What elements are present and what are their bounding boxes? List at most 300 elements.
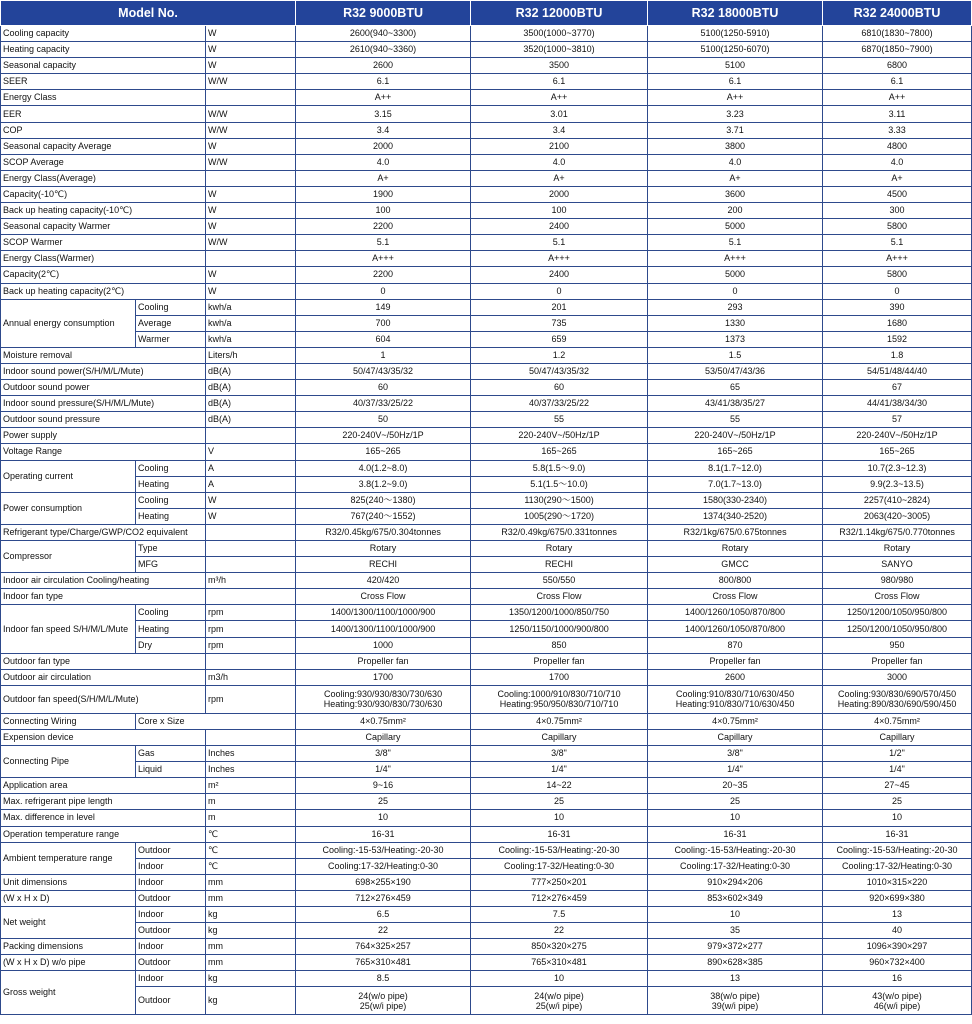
spec-row — [1, 826, 972, 842]
value-cell: 25 — [471, 794, 648, 810]
sub-label: Outdoor — [136, 987, 206, 1015]
value-cell: 1/4" — [296, 762, 471, 778]
value-cell: A+ — [471, 170, 648, 186]
value-cell: 1400/1300/1100/1000/900 — [296, 621, 471, 637]
row-label: Operation temperature range — [1, 826, 206, 842]
value-cell: 25 — [296, 794, 471, 810]
spec-row — [1, 605, 972, 621]
unit-cell: kwh/a — [206, 299, 296, 315]
value-cell: 2400 — [471, 219, 648, 235]
spec-row — [1, 955, 972, 971]
value-cell: 3.15 — [296, 106, 471, 122]
value-cell: 420/420 — [296, 573, 471, 589]
sub-label: Indoor — [136, 971, 206, 987]
row-label: Energy Class — [1, 90, 206, 106]
spec-row — [1, 621, 972, 637]
value-cell: 55 — [471, 412, 648, 428]
spec-row — [1, 26, 972, 42]
spec-row — [1, 713, 972, 729]
value-cell: 1/4" — [823, 762, 972, 778]
value-cell: 6870(1850~7900) — [823, 42, 972, 58]
value-cell: 5800 — [823, 219, 972, 235]
spec-row — [1, 476, 972, 492]
value-cell: 1 — [296, 347, 471, 363]
value-cell: 9.9(2.3~13.5) — [823, 476, 972, 492]
spec-row — [1, 890, 972, 906]
unit-cell: W — [206, 219, 296, 235]
value-cell: Cooling:17-32/Heating:0-30 — [648, 858, 823, 874]
value-cell: 3.01 — [471, 106, 648, 122]
value-cell: 24(w/o pipe) 25(w/i pipe) — [296, 987, 471, 1015]
row-label: Application area — [1, 778, 206, 794]
spec-row — [1, 874, 972, 890]
value-cell: 8.5 — [296, 971, 471, 987]
value-cell: 100 — [296, 203, 471, 219]
value-cell: 60 — [296, 380, 471, 396]
value-cell: 2257(410~2824) — [823, 492, 972, 508]
row-label: Outdoor sound power — [1, 380, 206, 396]
value-cell: Cooling:-15-53/Heating:-20-30 — [648, 842, 823, 858]
value-cell: 40/37/33/25/22 — [296, 396, 471, 412]
unit-cell: dB(A) — [206, 396, 296, 412]
value-cell: GMCC — [648, 557, 823, 573]
value-cell: 6810(1830~7800) — [823, 26, 972, 42]
value-cell: 1/2" — [823, 746, 972, 762]
spec-row — [1, 685, 972, 713]
spec-row — [1, 283, 972, 299]
unit-cell — [206, 729, 296, 745]
value-cell: 4.0 — [823, 154, 972, 170]
value-cell: 10 — [648, 906, 823, 922]
value-cell: 1096×390×297 — [823, 939, 972, 955]
value-cell: 220-240V~/50Hz/1P — [471, 428, 648, 444]
row-label: Outdoor air circulation — [1, 669, 206, 685]
sub-label: Heating — [136, 508, 206, 524]
value-cell: 3/8" — [296, 746, 471, 762]
value-cell: Cross Flow — [471, 589, 648, 605]
row-label: Moisture removal — [1, 347, 206, 363]
sub-label: Heating — [136, 621, 206, 637]
value-cell: 220-240V~/50Hz/1P — [648, 428, 823, 444]
unit-cell: m³/h — [206, 573, 296, 589]
value-cell: A+ — [648, 170, 823, 186]
value-cell: 10 — [296, 810, 471, 826]
value-cell: Propeller fan — [296, 653, 471, 669]
value-cell: 2200 — [296, 267, 471, 283]
value-cell: 5.1 — [823, 235, 972, 251]
value-cell: 149 — [296, 299, 471, 315]
value-cell: 220-240V~/50Hz/1P — [823, 428, 972, 444]
value-cell: Capillary — [648, 729, 823, 745]
spec-row — [1, 154, 972, 170]
value-cell: 22 — [296, 923, 471, 939]
unit-cell: dB(A) — [206, 363, 296, 379]
unit-cell: W/W — [206, 106, 296, 122]
unit-cell: A — [206, 460, 296, 476]
value-cell: 3.71 — [648, 122, 823, 138]
row-label: Indoor fan type — [1, 589, 206, 605]
value-cell: 4×0.75mm² — [823, 713, 972, 729]
value-cell: 1350/1200/1000/850/750 — [471, 605, 648, 621]
unit-cell: dB(A) — [206, 412, 296, 428]
value-cell: Cross Flow — [648, 589, 823, 605]
value-cell: 5100(1250-5910) — [648, 26, 823, 42]
spec-row — [1, 653, 972, 669]
unit-cell: mm — [206, 874, 296, 890]
spec-row — [1, 778, 972, 794]
value-cell: 1250/1150/1000/900/800 — [471, 621, 648, 637]
spec-row — [1, 460, 972, 476]
value-cell: Propeller fan — [823, 653, 972, 669]
sub-label: Outdoor — [136, 955, 206, 971]
value-cell: Propeller fan — [648, 653, 823, 669]
unit-cell: kg — [206, 923, 296, 939]
row-label: (W x H x D) — [1, 890, 136, 906]
value-cell: 4500 — [823, 186, 972, 202]
sub-label: Cooling — [136, 299, 206, 315]
unit-cell: m — [206, 794, 296, 810]
row-label: Outdoor sound pressure — [1, 412, 206, 428]
row-label: Seasonal capacity Average — [1, 138, 206, 154]
row-label: Indoor sound power(S/H/M/L/Mute) — [1, 363, 206, 379]
unit-cell: W/W — [206, 122, 296, 138]
value-cell: 5100(1250-6070) — [648, 42, 823, 58]
value-cell: A++ — [823, 90, 972, 106]
unit-cell: kg — [206, 987, 296, 1015]
row-label: Max. refrigerant pipe length — [1, 794, 206, 810]
value-cell: 3.4 — [296, 122, 471, 138]
value-cell: 980/980 — [823, 573, 972, 589]
value-cell: 1373 — [648, 331, 823, 347]
value-cell: 67 — [823, 380, 972, 396]
row-label: Power consumption — [1, 492, 136, 524]
value-cell: 850×320×275 — [471, 939, 648, 955]
unit-cell: W — [206, 26, 296, 42]
value-cell: 800/800 — [648, 573, 823, 589]
spec-row — [1, 923, 972, 939]
value-cell: 3520(1000~3810) — [471, 42, 648, 58]
unit-cell: rpm — [206, 605, 296, 621]
row-label: Seasonal capacity Warmer — [1, 219, 206, 235]
row-label: Connecting Pipe — [1, 746, 136, 778]
value-cell: 10 — [648, 810, 823, 826]
value-cell: 4.0 — [296, 154, 471, 170]
spec-row — [1, 235, 972, 251]
value-cell: 5.1 — [471, 235, 648, 251]
row-label: Seasonal capacity — [1, 58, 206, 74]
value-cell: 1592 — [823, 331, 972, 347]
value-cell: 850 — [471, 637, 648, 653]
spec-row — [1, 589, 972, 605]
value-cell: Cooling:17-32/Heating:0-30 — [471, 858, 648, 874]
row-label: (W x H x D) w/o pipe — [1, 955, 136, 971]
value-cell: 40/37/33/25/22 — [471, 396, 648, 412]
unit-cell: ℃ — [206, 858, 296, 874]
value-cell: Cooling:910/830/710/630/450 Heating:910/830/710/630/450 — [648, 685, 823, 713]
value-cell: 53/50/47/43/36 — [648, 363, 823, 379]
value-cell: 2000 — [471, 186, 648, 202]
value-cell: 4×0.75mm² — [471, 713, 648, 729]
value-cell: 4.0 — [648, 154, 823, 170]
row-label: Energy Class(Average) — [1, 170, 206, 186]
unit-cell: V — [206, 444, 296, 460]
value-cell: 1374(340-2520) — [648, 508, 823, 524]
value-cell: Cross Flow — [296, 589, 471, 605]
row-label: COP — [1, 122, 206, 138]
value-cell: 6.1 — [471, 74, 648, 90]
value-cell: 0 — [648, 283, 823, 299]
row-label: Gross weight — [1, 971, 136, 1015]
value-cell: 3500(1000~3770) — [471, 26, 648, 42]
value-cell: R32/0.45kg/675/0.304tonnes — [296, 524, 471, 540]
row-label: Cooling capacity — [1, 26, 206, 42]
value-cell: 165~265 — [296, 444, 471, 460]
model-header: R32 12000BTU — [471, 1, 648, 26]
value-cell: 1330 — [648, 315, 823, 331]
spec-row — [1, 541, 972, 557]
value-cell: A++ — [471, 90, 648, 106]
value-cell: 1580(330-2340) — [648, 492, 823, 508]
spec-row — [1, 396, 972, 412]
row-label: Back up heating capacity(-10℃) — [1, 203, 206, 219]
value-cell: Propeller fan — [471, 653, 648, 669]
value-cell: 25 — [648, 794, 823, 810]
row-label: Indoor fan speed S/H/M/L/Mute — [1, 605, 136, 653]
value-cell: 50 — [296, 412, 471, 428]
value-cell: 604 — [296, 331, 471, 347]
unit-cell: Liters/h — [206, 347, 296, 363]
value-cell: 960×732×400 — [823, 955, 972, 971]
value-cell: 38(w/o pipe) 39(w/i pipe) — [648, 987, 823, 1015]
spec-row — [1, 637, 972, 653]
value-cell: 767(240～1552) — [296, 508, 471, 524]
row-label: EER — [1, 106, 206, 122]
row-label: Operating current — [1, 460, 136, 492]
value-cell: A+ — [823, 170, 972, 186]
sub-label: Indoor — [136, 858, 206, 874]
value-cell: 698×255×190 — [296, 874, 471, 890]
spec-row — [1, 669, 972, 685]
value-cell: 4.0 — [471, 154, 648, 170]
value-cell: A++ — [296, 90, 471, 106]
value-cell: 220-240V~/50Hz/1P — [296, 428, 471, 444]
model-header: R32 24000BTU — [823, 1, 972, 26]
value-cell: 293 — [648, 299, 823, 315]
value-cell: Cooling:-15-53/Heating:-20-30 — [296, 842, 471, 858]
spec-row — [1, 906, 972, 922]
value-cell: 10 — [471, 810, 648, 826]
unit-cell: W — [206, 283, 296, 299]
value-cell: RECHI — [296, 557, 471, 573]
row-label: Packing dimensions — [1, 939, 136, 955]
model-header: R32 18000BTU — [648, 1, 823, 26]
spec-row — [1, 106, 972, 122]
value-cell: 200 — [648, 203, 823, 219]
value-cell: 4×0.75mm² — [648, 713, 823, 729]
spec-row — [1, 219, 972, 235]
value-cell: 550/550 — [471, 573, 648, 589]
value-cell: 659 — [471, 331, 648, 347]
spec-row — [1, 170, 972, 186]
row-label: Indoor air circulation Cooling/heating — [1, 573, 206, 589]
value-cell: 1.2 — [471, 347, 648, 363]
value-cell: Cross Flow — [823, 589, 972, 605]
spec-row — [1, 729, 972, 745]
unit-cell — [206, 589, 296, 605]
value-cell: 5000 — [648, 267, 823, 283]
header-row — [1, 1, 972, 26]
value-cell: 3600 — [648, 186, 823, 202]
value-cell: 4.0(1.2~8.0) — [296, 460, 471, 476]
spec-row — [1, 42, 972, 58]
unit-cell: ℃ — [206, 842, 296, 858]
value-cell: 1680 — [823, 315, 972, 331]
value-cell: 5.1 — [296, 235, 471, 251]
value-cell: 6.1 — [823, 74, 972, 90]
spec-body — [1, 26, 972, 1015]
row-label: Unit dimensions — [1, 874, 136, 890]
value-cell: Rotary — [648, 541, 823, 557]
value-cell: 3800 — [648, 138, 823, 154]
value-cell: 13 — [823, 906, 972, 922]
sub-label: MFG — [136, 557, 206, 573]
value-cell: A+++ — [296, 251, 471, 267]
value-cell: Capillary — [296, 729, 471, 745]
value-cell: 5.1 — [648, 235, 823, 251]
value-cell: 6.1 — [648, 74, 823, 90]
unit-cell — [206, 541, 296, 557]
value-cell: Cooling:930/930/830/730/630 Heating:930/930/830/730/630 — [296, 685, 471, 713]
value-cell: 27~45 — [823, 778, 972, 794]
row-label: Energy Class(Warmer) — [1, 251, 206, 267]
value-cell: 1130(290～1500) — [471, 492, 648, 508]
value-cell: 44/41/38/34/30 — [823, 396, 972, 412]
spec-row — [1, 524, 972, 540]
value-cell: 1250/1200/1050/950/800 — [823, 621, 972, 637]
value-cell: 54/51/48/44/40 — [823, 363, 972, 379]
spec-row — [1, 444, 972, 460]
row-label: Connecting Wiring — [1, 713, 136, 729]
value-cell: 8.1(1.7~12.0) — [648, 460, 823, 476]
row-label: Refrigerant type/Charge/GWP/CO2 equivalent — [1, 524, 206, 540]
value-cell: 0 — [296, 283, 471, 299]
unit-cell — [206, 170, 296, 186]
value-cell: 1/4" — [648, 762, 823, 778]
value-cell: 910×294×206 — [648, 874, 823, 890]
value-cell: R32/0.49kg/675/0.331tonnes — [471, 524, 648, 540]
row-label: Annual energy consumption — [1, 299, 136, 347]
sub-label: Gas — [136, 746, 206, 762]
value-cell: 3.11 — [823, 106, 972, 122]
value-cell: 1.8 — [823, 347, 972, 363]
unit-cell: W/W — [206, 154, 296, 170]
value-cell: 4800 — [823, 138, 972, 154]
unit-cell: rpm — [206, 637, 296, 653]
unit-cell: kwh/a — [206, 315, 296, 331]
unit-cell: Inches — [206, 762, 296, 778]
unit-cell: W/W — [206, 74, 296, 90]
value-cell: 6800 — [823, 58, 972, 74]
value-cell: 9~16 — [296, 778, 471, 794]
value-cell: 43/41/38/35/27 — [648, 396, 823, 412]
sub-label: Heating — [136, 476, 206, 492]
model-no-header: Model No. — [1, 1, 296, 26]
unit-cell: W/W — [206, 235, 296, 251]
value-cell: R32/1kg/675/0.675tonnes — [648, 524, 823, 540]
row-label: Voltage Range — [1, 444, 206, 460]
sub-label: Core x Size — [136, 713, 296, 729]
value-cell: 25 — [823, 794, 972, 810]
sub-label: Cooling — [136, 460, 206, 476]
sub-label: Warmer — [136, 331, 206, 347]
value-cell: Cooling:930/830/690/570/450 Heating:890/830/690/590/450 — [823, 685, 972, 713]
value-cell: 40 — [823, 923, 972, 939]
value-cell: 3/8" — [648, 746, 823, 762]
value-cell: 5.8(1.5～9.0) — [471, 460, 648, 476]
spec-row — [1, 971, 972, 987]
sub-label: Outdoor — [136, 923, 206, 939]
row-label: SEER — [1, 74, 206, 90]
unit-cell: W — [206, 186, 296, 202]
value-cell: 65 — [648, 380, 823, 396]
value-cell: 3/8" — [471, 746, 648, 762]
value-cell: 16-31 — [823, 826, 972, 842]
unit-cell: m3/h — [206, 669, 296, 685]
value-cell: 2200 — [296, 219, 471, 235]
value-cell: 1005(290～1720) — [471, 508, 648, 524]
value-cell: 735 — [471, 315, 648, 331]
spec-row — [1, 299, 972, 315]
spec-row — [1, 380, 972, 396]
sub-label: Indoor — [136, 874, 206, 890]
value-cell: R32/1.14kg/675/0.770tonnes — [823, 524, 972, 540]
value-cell: 1000 — [296, 637, 471, 653]
value-cell: 10 — [471, 971, 648, 987]
unit-cell: kwh/a — [206, 331, 296, 347]
value-cell: 4×0.75mm² — [296, 713, 471, 729]
value-cell: 2000 — [296, 138, 471, 154]
spec-row — [1, 858, 972, 874]
spec-row — [1, 186, 972, 202]
value-cell: 165~265 — [823, 444, 972, 460]
unit-cell: rpm — [206, 621, 296, 637]
sub-label: Cooling — [136, 492, 206, 508]
value-cell: 10 — [823, 810, 972, 826]
value-cell: 22 — [471, 923, 648, 939]
value-cell: 55 — [648, 412, 823, 428]
value-cell: 1900 — [296, 186, 471, 202]
value-cell: 0 — [823, 283, 972, 299]
unit-cell: Inches — [206, 746, 296, 762]
value-cell: 1010×315×220 — [823, 874, 972, 890]
unit-cell: mm — [206, 890, 296, 906]
spec-row — [1, 762, 972, 778]
unit-cell: W — [206, 203, 296, 219]
spec-row — [1, 347, 972, 363]
unit-cell: W — [206, 42, 296, 58]
spec-row — [1, 810, 972, 826]
value-cell: 5000 — [648, 219, 823, 235]
spec-row — [1, 842, 972, 858]
sub-label: Indoor — [136, 906, 206, 922]
value-cell: 16-31 — [471, 826, 648, 842]
unit-cell: dB(A) — [206, 380, 296, 396]
unit-cell — [206, 524, 296, 540]
value-cell: 3.8(1.2~9.0) — [296, 476, 471, 492]
value-cell: 10.7(2.3~12.3) — [823, 460, 972, 476]
value-cell: 2400 — [471, 267, 648, 283]
value-cell: 13 — [648, 971, 823, 987]
